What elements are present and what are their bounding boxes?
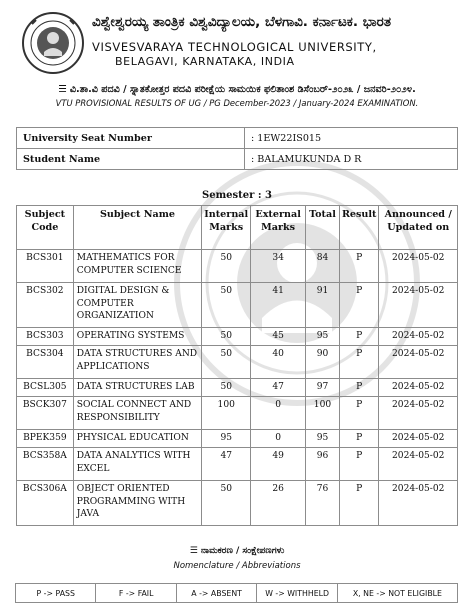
abbreviation-legend	[16, 583, 458, 603]
usn-value: : 1EW22IS015	[245, 128, 458, 149]
subject-code-cell: BPEK359	[17, 430, 74, 448]
nomenclature-title-kannada	[0, 546, 474, 556]
subject-name-cell: MATHEMATICS FOR COMPUTER SCIENCE	[73, 250, 201, 283]
total-marks-cell: 95	[306, 430, 340, 448]
announced-date-cell: 2024-05-02	[379, 397, 458, 430]
internal-marks-cell: 50	[202, 481, 251, 526]
table-row	[17, 250, 458, 283]
announced-date-cell: 2024-05-02	[379, 283, 458, 328]
page-header	[0, 0, 474, 128]
header-subject-code: Subject Code	[17, 206, 74, 250]
header-result: Result	[339, 206, 379, 250]
header-total: Total	[306, 206, 340, 250]
subject-name-cell: DATA ANALYTICS WITH EXCEL	[73, 448, 201, 481]
external-marks-cell: 0	[251, 397, 306, 430]
header-subject-name: Subject Name	[73, 206, 201, 250]
result-cell: P	[339, 481, 379, 526]
subject-code-cell: BCS306A	[17, 481, 74, 526]
total-marks-cell: 96	[306, 448, 340, 481]
subject-name-cell: DATA STRUCTURES LAB	[73, 379, 201, 397]
external-marks-cell: 40	[251, 346, 306, 379]
total-marks-cell: 97	[306, 379, 340, 397]
results-table	[16, 205, 458, 526]
result-cell: P	[339, 328, 379, 346]
student-name-row	[17, 149, 458, 170]
internal-marks-cell: 47	[202, 448, 251, 481]
student-name-value: : BALAMUKUNDA D R	[245, 149, 458, 170]
table-row	[17, 481, 458, 526]
external-marks-cell: 49	[251, 448, 306, 481]
university-name-kannada: ವಿಶ್ವೇಶ್ವರಯ್ಯ ತಾಂತ್ರಿಕ ವಿಶ್ವವಿದ್ಯಾಲಯ, ಬೆಳಗಾವಿ. ಕರ್ನಾಟಕ. ಭಾರತ	[92, 14, 391, 30]
subject-name-cell: OPERATING SYSTEMS	[73, 328, 201, 346]
nomenclature-kannada-text: ನಾಮಕರಣ / ಸಂಕ್ಷೇಪಣಗಳು	[200, 546, 285, 556]
legend-fail: F -> FAIL	[95, 583, 176, 603]
announced-date-cell: 2024-05-02	[379, 379, 458, 397]
result-cell: P	[339, 430, 379, 448]
header-announced-on: Announced / Updated on	[379, 206, 458, 250]
student-name-label: Student Name	[17, 149, 245, 170]
subject-code-cell: BCS304	[17, 346, 74, 379]
result-cell: P	[339, 448, 379, 481]
subject-name-cell: OBJECT ORIENTED PROGRAMMING WITH JAVA	[73, 481, 201, 526]
university-location: BELAGAVI, KARNATAKA, INDIA	[115, 55, 295, 68]
header-external-marks: External Marks	[251, 206, 306, 250]
table-row	[17, 283, 458, 328]
subject-code-cell: BCS358A	[17, 448, 74, 481]
announced-date-cell: 2024-05-02	[379, 328, 458, 346]
total-marks-cell: 76	[306, 481, 340, 526]
results-header-row	[17, 206, 458, 250]
legend-withheld: W -> WITHHELD	[256, 583, 337, 603]
table-row	[17, 328, 458, 346]
total-marks-cell: 100	[306, 397, 340, 430]
subject-code-cell: BCS303	[17, 328, 74, 346]
external-marks-cell: 0	[251, 430, 306, 448]
total-marks-cell: 84	[306, 250, 340, 283]
results-body	[17, 250, 458, 526]
internal-marks-cell: 100	[202, 397, 251, 430]
usn-label: University Seat Number	[17, 128, 245, 149]
announced-date-cell: 2024-05-02	[379, 346, 458, 379]
subject-code-cell: BCS302	[17, 283, 74, 328]
internal-marks-cell: 50	[202, 283, 251, 328]
result-cell: P	[339, 250, 379, 283]
table-row	[17, 346, 458, 379]
internal-marks-cell: 95	[202, 430, 251, 448]
legend-pass: P -> PASS	[15, 583, 96, 603]
announced-date-cell: 2024-05-02	[379, 430, 458, 448]
result-title-kannada-text: ವಿ.ತಾ.ವಿ ಪದವಿ / ಸ್ನಾತಕೋತ್ತರ ಪದವಿ ಪರೀಕ್ಷೆಯ ಸಾಮಯಿಕ ಫಲಿತಾಂಶ ಡಿಸೆಂಬರ್-೨೦೨೩ / ಜನವರಿ-೨೦೨೪.	[69, 84, 416, 95]
total-marks-cell: 95	[306, 328, 340, 346]
external-marks-cell: 34	[251, 250, 306, 283]
table-row	[17, 397, 458, 430]
result-title-kannada	[0, 84, 474, 95]
internal-marks-cell: 50	[202, 379, 251, 397]
table-row	[17, 379, 458, 397]
total-marks-cell: 90	[306, 346, 340, 379]
result-cell: P	[339, 379, 379, 397]
table-row	[17, 448, 458, 481]
subject-name-cell: DATA STRUCTURES AND APPLICATIONS	[73, 346, 201, 379]
subject-code-cell: BCS301	[17, 250, 74, 283]
total-marks-cell: 91	[306, 283, 340, 328]
result-cell: P	[339, 397, 379, 430]
table-row	[17, 430, 458, 448]
semester-label: Semester : 3	[201, 190, 273, 201]
legend-not-eligible: X, NE -> NOT ELIGIBLE	[337, 583, 458, 603]
internal-marks-cell: 50	[202, 328, 251, 346]
university-logo-icon	[22, 12, 84, 74]
announced-date-cell: 2024-05-02	[379, 250, 458, 283]
result-title-english: VTU PROVISIONAL RESULTS OF UG / PG December-2023 / January-2024 EXAMINATION.	[55, 98, 419, 108]
result-cell: P	[339, 346, 379, 379]
external-marks-cell: 26	[251, 481, 306, 526]
internal-marks-cell: 50	[202, 250, 251, 283]
external-marks-cell: 41	[251, 283, 306, 328]
external-marks-cell: 47	[251, 379, 306, 397]
subject-name-cell: PHYSICAL EDUCATION	[73, 430, 201, 448]
list-icon: ☰	[58, 84, 70, 95]
subject-name-cell: SOCIAL CONNECT AND RESPONSIBILITY	[73, 397, 201, 430]
internal-marks-cell: 50	[202, 346, 251, 379]
result-cell: P	[339, 283, 379, 328]
subject-name-cell: DIGITAL DESIGN & COMPUTER ORGANIZATION	[73, 283, 201, 328]
legend-absent: A -> ABSENT	[176, 583, 257, 603]
list-icon: ☰	[189, 546, 201, 556]
university-name-english: VISVESVARAYA TECHNOLOGICAL UNIVERSITY,	[92, 40, 377, 54]
announced-date-cell: 2024-05-02	[379, 481, 458, 526]
student-info-table	[16, 127, 458, 170]
external-marks-cell: 45	[251, 328, 306, 346]
subject-code-cell: BCSL305	[17, 379, 74, 397]
subject-code-cell: BSCK307	[17, 397, 74, 430]
header-internal-marks: Internal Marks	[202, 206, 251, 250]
nomenclature-title-english: Nomenclature / Abbreviations	[173, 561, 301, 571]
usn-row	[17, 128, 458, 149]
announced-date-cell: 2024-05-02	[379, 448, 458, 481]
